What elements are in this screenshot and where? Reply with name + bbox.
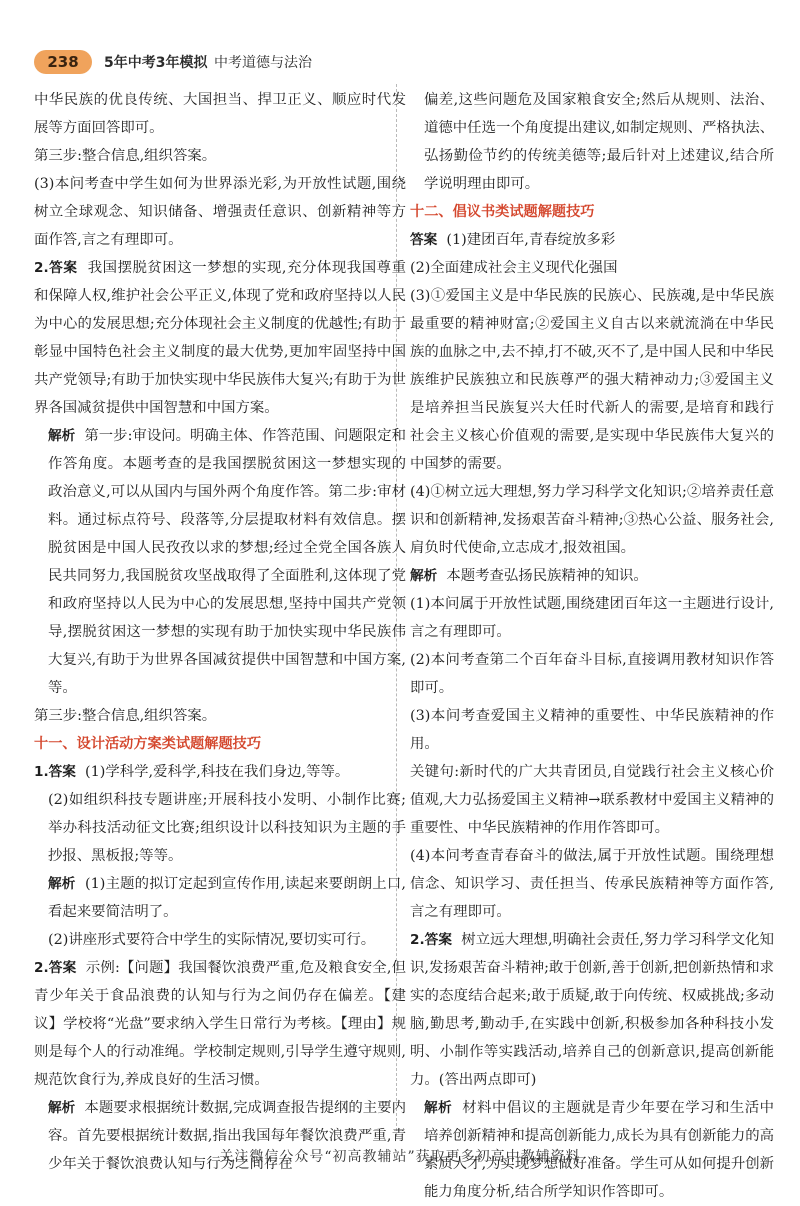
analysis-text: 本题考查弘扬民族精神的知识。 <box>446 568 648 584</box>
analysis-label: 解析 <box>48 428 76 444</box>
item-number: 1. <box>34 764 49 780</box>
paragraph: 关键句:新时代的广大共青团员,自觉践行社会主义核心价值观,大力弘扬爱国主义精神→联系教材中爱国主义精神的重要性、中华民族精神的作用作答即可。 <box>410 764 774 836</box>
paragraph: (3)①爱国主义是中华民族的民族心、民族魂,是中华民族最重要的精神财富;②爱国主义自古以来就流淌在中华民族的血脉之中,去不掉,打不破,灭不了,是中国人民和中华民族维护民族独立和民族尊严的强大精神动力;③爱国主义是培养担当民族复兴大任时代新人的需要,是培育和践行社会主义核心价值观的需要,是实现中华民族伟大复兴的中国梦的需要。 <box>410 288 774 472</box>
paragraph: (1)本问属于开放性试题,围绕建团百年这一主题进行设计,言之有理即可。 <box>410 596 774 640</box>
answer-text: 树立远大理想,明确社会责任,努力学习科学文化知识,发扬艰苦奋斗精神;敢于创新,善于创新,把创新热情和求实的态度结合起来;敢于质疑,敢于向传统、权威挑战;多动脑,勤思考,勤动手,在实践中创新,积极参加各种科技小发明、小制作等实践活动,培养自己的创新意识,提高创新能力。(答出两点即可) <box>410 932 774 1088</box>
answer-label: 答案 <box>48 764 76 780</box>
paragraph: (2)如组织科技专题讲座;开展科技小发明、小制作比赛;举办科技活动征文比赛;组织设计以科技知识为主题的手抄报、黑板报;等等。 <box>48 792 406 864</box>
paragraph: 第三步:整合信息,组织答案。 <box>34 148 217 164</box>
analysis-text: (1)主题的拟订定起到宣传作用,读起来要朗朗上口,看起来要简洁明了。 <box>48 876 406 920</box>
analysis-block <box>34 422 406 702</box>
answer-label: 答案 <box>48 260 78 276</box>
answer-block <box>410 226 774 254</box>
book-series-title: 5年中考3年模拟 <box>104 55 208 71</box>
page-header <box>0 0 800 80</box>
section-title: 十二、倡议书类试题解题技巧 <box>410 204 595 220</box>
answer-label: 答案 <box>424 932 452 948</box>
item-number: 2. <box>34 260 49 276</box>
analysis-label: 解析 <box>48 1100 76 1116</box>
paragraph: 第三步:整合信息,组织答案。 <box>34 708 217 724</box>
left-column <box>34 86 406 1178</box>
paragraph: (4)本问考查青春奋斗的做法,属于开放性试题。围绕理想信念、知识学习、责任担当、传承民族精神等方面作答,言之有理即可。 <box>410 848 774 920</box>
page-number-badge: 238 <box>34 50 92 74</box>
paragraph: (2)讲座形式要符合中学生的实际情况,要切实可行。 <box>48 932 376 948</box>
answer-block <box>34 954 406 1094</box>
paragraph: 中华民族的优良传统、大国担当、捍卫正义、顺应时代发展等方面回答即可。 <box>34 92 406 136</box>
paragraph: (3)本问考查爱国主义精神的重要性、中华民族精神的作用。 <box>410 708 774 752</box>
answer-block <box>410 926 774 1094</box>
answer-block <box>34 254 406 422</box>
item-number: 2. <box>410 932 425 948</box>
answer-label: 答案 <box>48 960 77 976</box>
paragraph: (4)①树立远大理想,努力学习科学文化知识;②培养责任意识和创新精神,发扬艰苦奋斗精神;③热心公益、服务社会,肩负时代使命,立志成才,报效祖国。 <box>410 484 774 556</box>
subject-title: 中考道德与法治 <box>214 55 312 71</box>
analysis-text: 材料中倡议的主题就是青少年要在学习和生活中培养创新精神和提高创新能力,成长为具有创新能力的高素质人才,为实现梦想做好准备。学生可从如何提升创新能力角度分析,结合所学知识作答即可。 <box>424 1100 774 1200</box>
item-number: 2. <box>34 960 49 976</box>
footer-note: 关注微信公众号“初高教辅站”获取更多初高中教辅资料 <box>219 1149 581 1165</box>
answer-text: (1)建团百年,青春绽放多彩 <box>446 232 616 248</box>
analysis-text: 第一步:审设问。明确主体、作答范围、问题限定和作答角度。本题考查的是我国摆脱贫困这一梦想实现的政治意义,可以从国内与国外两个角度作答。第二步:审材料。通过标点符号、段落等,分层提取材料有效信息。摆脱贫困是中国人民孜孜以求的梦想;经过全党全国各族人民共同努力,我国脱贫攻坚战取得了全面胜利,这体现了党和政府坚持以人民为中心的发展思想,坚持中国共产党领导,摆脱贫困这一梦想的实现有助于加快实现中华民族伟大复兴,有助于为世界各国减贫提供中国智慧和中国方案,等。 <box>48 428 406 696</box>
paragraph: (2)全面建成社会主义现代化强国 <box>410 260 618 276</box>
analysis-block <box>410 562 774 590</box>
answer-text: 我国摆脱贫困这一梦想的实现,充分体现我国尊重和保障人权,维护社会公平正义,体现了党和政府坚持以人民为中心的发展思想;充分体现社会主义制度的优越性;有助于彰显中国特色社会主义制度的最大优势,更加牢固坚持中国共产党领导;有助于加快实现中华民族伟大复兴;有助于为世界各国减贫提供中国智慧和中国方案。 <box>34 260 407 416</box>
right-column <box>410 86 774 1206</box>
analysis-label: 解析 <box>410 568 438 584</box>
analysis-text: 本题要求根据统计数据,完成调查报告提纲的主要内容。首先要根据统计数据,指出我国每年餐饮浪费严重,青少年关于餐饮浪费认知与行为之间存在 <box>48 1100 407 1172</box>
section-title: 十一、设计活动方案类试题解题技巧 <box>34 736 262 752</box>
analysis-label: 解析 <box>424 1100 453 1116</box>
answer-block <box>34 758 406 786</box>
paragraph: 偏差,这些问题危及国家粮食安全;然后从规则、法治、道德中任选一个角度提出建议,如制定规则、严格执法、弘扬勤俭节约的传统美德等;最后针对上述建议,结合所学说明理由即可。 <box>424 92 774 192</box>
paragraph: (2)本问考查第二个百年奋斗目标,直接调用教材知识作答即可。 <box>410 652 774 696</box>
answer-text: 示例:【问题】我国餐饮浪费严重,危及粮食安全,但青少年关于食品浪费的认知与行为之间仍存在偏差。【建议】学校将“光盘”要求纳入学生日常行为考核。【理由】规则是每个人的行动准绳。学校制定规则,引导学生遵守规则,规范饮食行为,养成良好的生活习惯。 <box>34 960 407 1088</box>
analysis-block <box>34 870 406 926</box>
answer-label: 答案 <box>410 232 438 248</box>
paragraph: (3)本问考查中学生如何为世界添光彩,为开放性试题,围绕树立全球观念、知识储备、增强责任意识、创新精神等方面作答,言之有理即可。 <box>34 176 406 248</box>
answer-text: (1)学科学,爱科学,科技在我们身边,等等。 <box>84 764 350 780</box>
analysis-label: 解析 <box>48 876 76 892</box>
